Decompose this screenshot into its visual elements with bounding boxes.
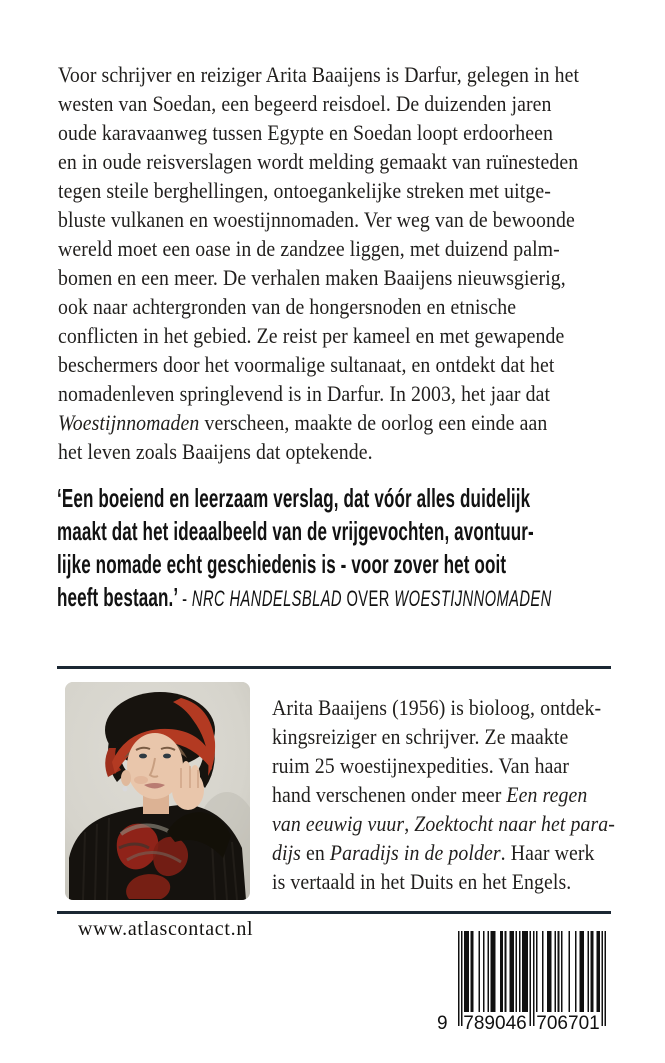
text-line: het leven zoals Baaijens dat optekende. <box>58 439 373 464</box>
author-portrait-illustration <box>65 682 250 900</box>
text-line: dijs en Paradijs in de polder. Haar werk <box>272 840 595 865</box>
text-line: lijke nomade echt geschiedenis is - voor zover het ooit <box>57 549 507 579</box>
barcode-bars <box>458 931 606 1026</box>
text-line: ‘Een boeiend en leerzaam verslag, dat vóór alles duidelijk <box>57 483 531 513</box>
publisher-website: www.atlascontact.nl <box>78 918 254 940</box>
text-line: ruim 25 woestijnexpedities. Van haar <box>272 753 570 778</box>
barcode-digit-lead: 9 <box>437 1013 448 1034</box>
text-line: hand verschenen onder meer Een regen <box>272 782 588 807</box>
text-line: Arita Baaijens (1956) is bioloog, ontdek- <box>272 695 602 720</box>
author-bio <box>272 693 623 896</box>
divider-bottom <box>57 911 611 914</box>
text-line: nomadenleven springlevend is in Darfur. In 2003, het jaar dat <box>58 381 551 406</box>
barcode-digits-left: 789046 <box>463 1013 527 1034</box>
barcode-digits-right: 706701 <box>536 1013 600 1034</box>
text-line: wereld moet een oase in de zandzee liggen, met duizend palm- <box>58 236 560 261</box>
text-line: bomen en een meer. De verhalen maken Baaijens nieuwsgierig, <box>58 265 566 290</box>
text-line: Voor schrijver en reiziger Arita Baaijens is Darfur, gelegen in het <box>58 62 580 87</box>
text-line: tegen steile berghellingen, ontoegankelijke streken met uitge- <box>58 178 551 203</box>
text-line: conflicten in het gebied. Ze reist per kameel en met gewapende <box>58 323 565 348</box>
review-quote <box>57 482 614 615</box>
text-line: heeft bestaan.’ - NRC HANDELSBLAD OVER WOESTIJNNOMADEN <box>57 582 552 612</box>
text-line: westen van Soedan, een begeerd reisdoel. De duizenden jaren <box>58 91 552 116</box>
text-line: is vertaald in het Duits en het Engels. <box>272 869 572 894</box>
text-line: maakt dat het ideaalbeeld van de vrijgevochten, avontuur- <box>57 516 534 546</box>
divider-top <box>57 666 611 669</box>
text-line: oude karavaanweg tussen Egypte en Soedan loopt erdoorheen <box>58 120 554 145</box>
blurb-paragraph <box>58 60 616 466</box>
text-line: Woestijnnomaden verscheen, maakte de oorlog een einde aan <box>58 410 548 435</box>
text-line: bluste vulkanen en woestijnnomaden. Ver weg van de bewoonde <box>58 207 575 232</box>
isbn-barcode <box>437 931 606 1035</box>
author-photo <box>65 682 250 900</box>
text-line: van eeuwig vuur, Zoektocht naar het para- <box>272 811 615 836</box>
text-line: ook naar achtergronden van de hongersnoden en etnische <box>58 294 517 319</box>
text-line: kingsreiziger en schrijver. Ze maakte <box>272 724 569 749</box>
text-line: en in oude reisverslagen wordt melding gemaakt van ruïnesteden <box>58 149 579 174</box>
text-line: beschermers door het voormalige sultanaat, en ontdekt dat het <box>58 352 555 377</box>
